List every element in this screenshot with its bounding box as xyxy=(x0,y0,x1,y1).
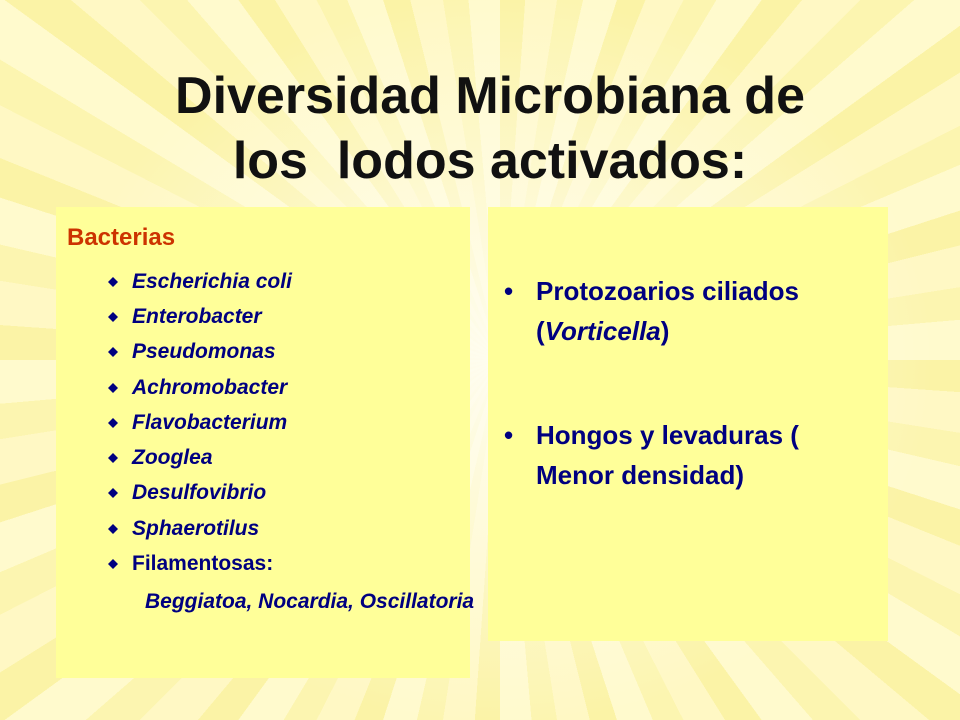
bacteria-list xyxy=(108,264,292,582)
bacteria-item xyxy=(108,546,292,581)
slide-title xyxy=(80,64,900,194)
bacteria-item-label: Pseudomonas xyxy=(132,340,276,364)
bacteria-item-label: Flavobacterium xyxy=(132,410,288,434)
diamond-bullet-icon xyxy=(108,488,118,498)
diamond-bullet-icon xyxy=(108,312,118,322)
bacteria-item xyxy=(108,440,292,475)
microbe-group-item xyxy=(504,415,884,495)
bacteria-item-label: Sphaerotilus xyxy=(132,516,260,540)
microbe-group-item xyxy=(504,271,884,351)
bacteria-item-label: Zooglea xyxy=(132,446,213,470)
diamond-bullet-icon xyxy=(108,559,118,569)
title-line-2: los lodos activados: xyxy=(232,132,748,190)
other-microbes-list xyxy=(504,271,884,495)
diamond-bullet-icon xyxy=(108,277,118,287)
bacteria-item xyxy=(108,299,292,334)
bacteria-item xyxy=(108,335,292,370)
bullet-dot-icon: • xyxy=(504,276,514,306)
other-microbes-panel xyxy=(488,207,888,641)
microbe-group-text: Protozoarios ciliados ( xyxy=(536,276,799,346)
genus-name: Vorticella xyxy=(544,316,661,346)
title-line-1: Diversidad Microbiana de xyxy=(175,67,805,125)
diamond-bullet-icon xyxy=(108,418,118,428)
bacteria-item-label: Escherichia coli xyxy=(132,269,292,293)
microbe-group-text-end: ) xyxy=(660,316,670,346)
filamentous-examples: Beggiatoa, Nocardia, Oscillatoria xyxy=(145,590,475,613)
bacteria-panel xyxy=(56,207,475,678)
bacteria-item xyxy=(108,476,292,511)
bacteria-item xyxy=(108,370,292,405)
bacteria-item-label: Achromobacter xyxy=(132,375,288,399)
bacteria-item xyxy=(108,405,292,440)
diamond-bullet-icon xyxy=(108,383,118,393)
diamond-bullet-icon xyxy=(108,524,118,534)
diamond-bullet-icon xyxy=(108,453,118,463)
bacteria-item-label: Desulfovibrio xyxy=(132,481,267,505)
bacteria-item-label: Filamentosas: xyxy=(132,552,274,576)
microbe-group-text: Hongos y levaduras ( Menor densidad) xyxy=(536,420,799,490)
bacteria-item xyxy=(108,511,292,546)
bullet-dot-icon: • xyxy=(504,420,514,450)
bacteria-item xyxy=(108,264,292,299)
bacteria-item-label: Enterobacter xyxy=(132,304,262,328)
bacteria-heading: Bacterias xyxy=(67,224,176,251)
diamond-bullet-icon xyxy=(108,347,118,357)
